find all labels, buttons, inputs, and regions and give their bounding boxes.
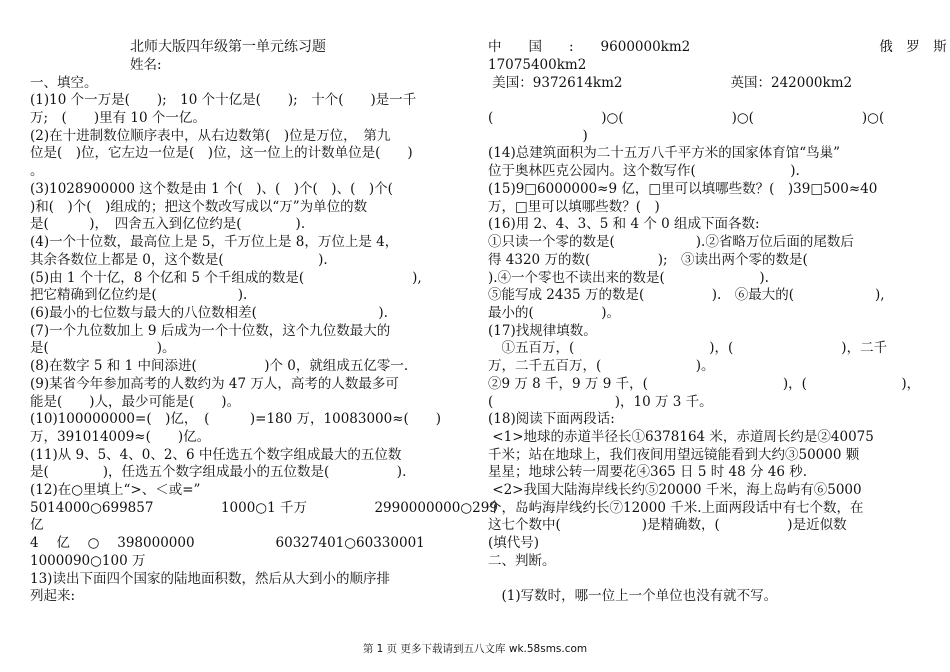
left-line: 万; ( )里有 10 个一亿。 (30, 110, 206, 126)
right-line: ( )，10 万 3 千。 (488, 394, 713, 410)
left-line: 。 (30, 163, 44, 179)
right-line: ①只读一个零的数是( ).②省略万位后面的尾数后 (488, 234, 854, 250)
right-line: ②9 万 8 千，9 万 9 千，( )，( )， (488, 376, 921, 392)
right-line: 星星；地球公转一周要花④365 日 5 时 48 分 46 秒. (488, 464, 808, 480)
right-line: ) (488, 128, 588, 144)
left-line: 列起来: (30, 588, 76, 604)
left-line: (3)1028900000 这个数是由 1 个( )、( )个( )、( )个( (30, 181, 407, 197)
right-line: 17075400km2 (488, 57, 587, 73)
right-line: 二、判断。 (488, 553, 556, 569)
left-line: (12)在○里填上“>、＜或=” (30, 482, 201, 498)
right-line: (15)9□6000000≈9 亿，□里可以填哪些数？( )39□500≈40 (488, 181, 878, 197)
left-line: (8)在数字 5 和 1 中间添进( )个 0，就组成五亿零一. (30, 358, 409, 374)
left-line: 是( )。 (30, 340, 176, 356)
left-line: (7)一个九位数加上 9 后成为一个十位数，这个九位数最大的 (30, 323, 391, 339)
left-line: 4 亿 ○ 398000000 60327401○60330001 (30, 535, 425, 551)
right-line: (18)阅读下面两段话: (488, 411, 615, 427)
right-line: 这七个数中( )是精确数，( )是近似数 (488, 517, 847, 533)
left-line: 是( )，任选五个数字组成最小的五位数是( ). (30, 464, 407, 480)
right-line: ⑤能写成 2435 万的数是( ). ⑥最大的( ), (488, 287, 885, 303)
left-line: (9)某省今年参加高考的人数约为 47 万人，高考的人数最多可 (30, 376, 399, 392)
right-line: <1>地球的赤道半径长①6378164 米，赤道周长约是②40075 (488, 429, 874, 445)
right-line: <2>我国大陆海岸线长约⑤20000 千米，海上岛屿有⑥5000 (488, 482, 862, 498)
right-line: (填代号) (488, 535, 540, 551)
left-line: 1000090○100 万 (30, 553, 146, 569)
left-line: 能是( )人，最少可能是( )。 (30, 394, 241, 410)
left-line: 把它精确到亿位约是( ). (30, 287, 248, 303)
left-line: 其余各数位上都是 0，这个数是( ). (30, 252, 328, 268)
right-line: 位于奥林匹克公园内。这个数写作( ). (488, 163, 800, 179)
right-line: (16)用 2、4、3、5 和 4 个 0 组成下面各数: (488, 216, 760, 232)
right-line: 美国：9372614km2 英国：242000km2 (488, 75, 853, 91)
right-line: (1)写数时，哪一位上一个单位也没有就不写。 (488, 588, 778, 604)
page-footer: 第 1 页 更多下载请到五八文库 wk.58sms.com (362, 643, 588, 655)
right-line: (17)找规律填数。 (488, 323, 597, 339)
left-line: 13)读出下面四个国家的陆地面积数，然后从大到小的顺序排 (30, 571, 390, 587)
left-line: (1)10 个一万是( ); 10 个十亿是( ); 十个( )是一千 (30, 92, 417, 108)
right-line: 万，二千五百万，( )。 (488, 358, 715, 374)
right-line: ).④一个零也不读出来的数是( ). (488, 270, 769, 286)
left-line: )和( )个( )组成的；把这个数改写成以“万”为单位的数 (30, 199, 368, 215)
right-line: 万，□里可以填哪些数？( ) (488, 199, 660, 215)
right-line: (14)总建筑面积为二十五万八千平方米的国家体育馆“鸟巢” (488, 145, 841, 161)
right-line: ( )○( )○( )○( (488, 110, 885, 126)
right-line: 最小的( )。 (488, 305, 621, 321)
left-line: (11)从 9、5、4、0、2、6 中任选五个数字组成最大的五位数 (30, 447, 402, 463)
left-line: (10)100000000=( )亿， ( )=180 万，10083000≈( ) (30, 411, 442, 427)
left-line: (6)最小的七位数与最大的八位数相差( ). (30, 305, 388, 321)
right-line: 千米；站在地球上，我们夜间用望远镜能看到大约③50000 颗 (488, 447, 860, 463)
left-line: 一、填空。 (30, 75, 98, 91)
left-line: (5)由 1 个十亿，8 个亿和 5 个千组成的数是( ), (30, 270, 422, 286)
left-line: 位是( )位，它左边一位是( )位，这一位上的计数单位是( ) (30, 145, 413, 161)
name-label: 姓名: (130, 57, 162, 73)
left-line: 5014000○699857 1000○1 千万 2990000000○299 (30, 500, 498, 516)
left-line: (4)一个十位数，最高位上是 5，千万位上是 8，万位上是 4， (30, 234, 399, 250)
page-title: 北师大版四年级第一单元练习题 (130, 39, 326, 55)
right-line: 得 4320 万的数( ); ③读出两个零的数是( (488, 252, 808, 268)
left-line: 亿 (30, 517, 44, 533)
left-line: 万，391014009≈( )亿。 (30, 429, 211, 445)
right-line: 个，岛屿海岸线约长⑦12000 千米.上面两段话中有七个数，在 (488, 500, 864, 516)
left-line: 是( )， 四舍五入到亿位约是( ). (30, 216, 306, 232)
left-line: (2)在十进制数位顺序表中，从右边数第( )位是万位， 第九 (30, 128, 391, 144)
right-line: ①五百万，( )，( )，二千 (488, 340, 888, 356)
right-line: 中 国 : 9600000km2 俄 罗 斯 (488, 39, 947, 55)
